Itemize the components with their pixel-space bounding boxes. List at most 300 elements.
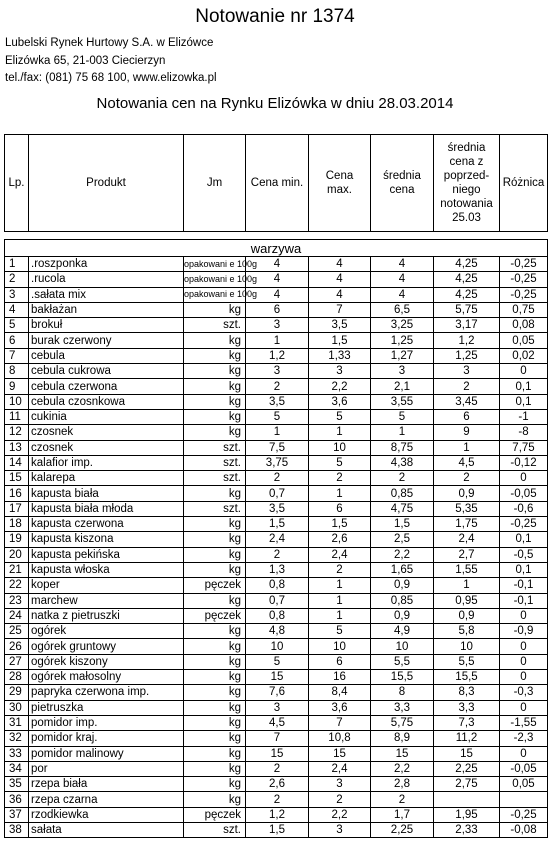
org-address: Elizówka 65, 21-003 Ciecierzyn: [5, 55, 166, 67]
cell-lp: 10: [5, 394, 29, 409]
cell-avg: 0,9: [371, 608, 434, 623]
cell-avg: 3: [371, 364, 434, 379]
cell-prev-avg: 1,75: [434, 517, 500, 532]
cell-unit: pęczek: [184, 578, 246, 593]
cell-unit: kg: [184, 792, 246, 807]
cell-max: 2,2: [309, 807, 371, 822]
cell-prev-avg: 1: [434, 440, 500, 455]
cell-min: 0,7: [246, 486, 309, 501]
cell-product: cebula cukrowa: [29, 364, 184, 379]
cell-prev-avg: 2: [434, 471, 500, 486]
cell-diff: -0,25: [500, 287, 548, 302]
cell-max: 1,5: [309, 333, 371, 348]
cell-min: 2: [246, 547, 309, 562]
cell-diff: 0,1: [500, 379, 548, 394]
cell-min: 2: [246, 379, 309, 394]
cell-max: 3: [309, 777, 371, 792]
table-row: [5, 517, 548, 532]
cell-avg: 0,85: [371, 593, 434, 608]
cell-lp: 24: [5, 608, 29, 623]
cell-max: 1: [309, 486, 371, 501]
cell-unit: pęczek: [184, 807, 246, 822]
cell-min: 2: [246, 792, 309, 807]
cell-product: kapusta biała młoda: [29, 501, 184, 516]
cell-max: 3: [309, 822, 371, 837]
cell-product: .rucola: [29, 272, 184, 287]
cell-lp: 7: [5, 348, 29, 363]
table-row: [5, 578, 548, 593]
cell-prev-avg: 8,3: [434, 685, 500, 700]
table-row: [5, 501, 548, 516]
cell-prev-avg: 0,9: [434, 486, 500, 501]
cell-lp: 4: [5, 302, 29, 317]
cell-avg: 4: [371, 257, 434, 272]
cell-min: 3,5: [246, 394, 309, 409]
cell-product: kalarepa: [29, 471, 184, 486]
cell-diff: 0,05: [500, 333, 548, 348]
cell-max: 1: [309, 578, 371, 593]
cell-diff: 0: [500, 639, 548, 654]
table-row: [5, 777, 548, 792]
cell-min: 3: [246, 364, 309, 379]
section-label: warzywa: [5, 240, 548, 257]
table-row: [5, 455, 548, 470]
cell-lp: 2: [5, 272, 29, 287]
cell-avg: 2,25: [371, 822, 434, 837]
cell-min: 0,8: [246, 608, 309, 623]
cell-diff: -0,05: [500, 761, 548, 776]
table-row: [5, 608, 548, 623]
col-header-jm: Jm: [184, 135, 246, 232]
cell-min: 5: [246, 654, 309, 669]
cell-prev-avg: 3,45: [434, 394, 500, 409]
cell-diff: 0,1: [500, 562, 548, 577]
cell-max: 2: [309, 471, 371, 486]
cell-product: ogórek małosolny: [29, 670, 184, 685]
cell-avg: 5,5: [371, 654, 434, 669]
cell-unit: kg: [184, 348, 246, 363]
cell-diff: -0,25: [500, 517, 548, 532]
cell-min: 15: [246, 746, 309, 761]
cell-prev-avg: 2,4: [434, 532, 500, 547]
table-row: [5, 364, 548, 379]
table-row: [5, 654, 548, 669]
cell-unit: kg: [184, 302, 246, 317]
cell-product: kapusta pekińska: [29, 547, 184, 562]
cell-diff: -2,3: [500, 731, 548, 746]
cell-product: marchew: [29, 593, 184, 608]
cell-diff: 0,02: [500, 348, 548, 363]
cell-lp: 18: [5, 517, 29, 532]
separator-row: [5, 232, 548, 240]
table-row: [5, 257, 548, 272]
cell-product: ogórek: [29, 624, 184, 639]
cell-min: 0,7: [246, 593, 309, 608]
cell-prev-avg: 7,3: [434, 715, 500, 730]
cell-min: 3,75: [246, 455, 309, 470]
cell-product: ogórek gruntowy: [29, 639, 184, 654]
cell-product: cukinia: [29, 409, 184, 424]
cell-max: 6: [309, 654, 371, 669]
cell-prev-avg: 1,55: [434, 562, 500, 577]
cell-max: 1: [309, 425, 371, 440]
cell-lp: 3: [5, 287, 29, 302]
cell-avg: 2: [371, 792, 434, 807]
cell-unit: kg: [184, 731, 246, 746]
cell-lp: 9: [5, 379, 29, 394]
cell-product: papryka czerwona imp.: [29, 685, 184, 700]
cell-prev-avg: 9: [434, 425, 500, 440]
table-row: [5, 425, 548, 440]
quotation-subtitle: Notowania cen na Rynku Elizówka w dniu 28.03.2014: [96, 95, 454, 112]
cell-diff: -8: [500, 425, 548, 440]
cell-diff: 0: [500, 654, 548, 669]
cell-unit: szt.: [184, 471, 246, 486]
cell-prev-avg: 0,95: [434, 593, 500, 608]
cell-product: kalafior imp.: [29, 455, 184, 470]
cell-lp: 13: [5, 440, 29, 455]
cell-avg: 15,5: [371, 670, 434, 685]
cell-product: rzepa czarna: [29, 792, 184, 807]
cell-avg: 2,5: [371, 532, 434, 547]
cell-lp: 25: [5, 624, 29, 639]
cell-diff: 0,1: [500, 394, 548, 409]
table-row: [5, 746, 548, 761]
cell-product: kapusta biała: [29, 486, 184, 501]
cell-avg: 0,9: [371, 578, 434, 593]
cell-diff: -0,6: [500, 501, 548, 516]
cell-lp: 11: [5, 409, 29, 424]
cell-unit: kg: [184, 715, 246, 730]
cell-max: 1: [309, 608, 371, 623]
cell-max: 3,6: [309, 700, 371, 715]
cell-diff: -1: [500, 409, 548, 424]
cell-unit: szt.: [184, 440, 246, 455]
cell-diff: 7,75: [500, 440, 548, 455]
cell-product: brokuł: [29, 318, 184, 333]
cell-avg: 4,75: [371, 501, 434, 516]
cell-product: czosnek: [29, 440, 184, 455]
cell-max: 2,6: [309, 532, 371, 547]
cell-diff: 0: [500, 700, 548, 715]
col-header-srednia-cena: średnia cena: [371, 135, 434, 232]
cell-avg: 3,3: [371, 700, 434, 715]
cell-diff: -0,5: [500, 547, 548, 562]
cell-avg: 8,75: [371, 440, 434, 455]
cell-max: 4: [309, 257, 371, 272]
cell-prev-avg: 1,95: [434, 807, 500, 822]
cell-diff: 0,1: [500, 532, 548, 547]
table-row: [5, 318, 548, 333]
cell-product: por: [29, 761, 184, 776]
cell-lp: 32: [5, 731, 29, 746]
cell-min: 7,6: [246, 685, 309, 700]
cell-product: .sałata mix: [29, 287, 184, 302]
cell-max: 2,4: [309, 547, 371, 562]
cell-lp: 15: [5, 471, 29, 486]
cell-lp: 34: [5, 761, 29, 776]
cell-avg: 1,65: [371, 562, 434, 577]
org-name: Lubelski Rynek Hurtowy S.A. w Elizówce: [5, 37, 214, 49]
cell-lp: 12: [5, 425, 29, 440]
cell-lp: 28: [5, 670, 29, 685]
cell-prev-avg: 10: [434, 639, 500, 654]
cell-max: 5: [309, 624, 371, 639]
org-contact: tel./fax: (081) 75 68 100, www.elizowka.pl: [5, 72, 217, 84]
cell-prev-avg: 1,25: [434, 348, 500, 363]
cell-min: 2,4: [246, 532, 309, 547]
cell-prev-avg: 3,3: [434, 700, 500, 715]
cell-diff: -0,08: [500, 822, 548, 837]
cell-min: 7: [246, 731, 309, 746]
cell-max: 15: [309, 746, 371, 761]
cell-prev-avg: 5,8: [434, 624, 500, 639]
cell-max: 5: [309, 409, 371, 424]
cell-diff: -0,25: [500, 257, 548, 272]
cell-unit: kg: [184, 562, 246, 577]
cell-avg: 1,7: [371, 807, 434, 822]
cell-avg: 6,5: [371, 302, 434, 317]
cell-diff: 0,75: [500, 302, 548, 317]
cell-max: 10: [309, 440, 371, 455]
cell-unit: szt.: [184, 501, 246, 516]
cell-product: pietruszka: [29, 700, 184, 715]
cell-prev-avg: [434, 792, 500, 807]
cell-lp: 1: [5, 257, 29, 272]
cell-unit: kg: [184, 624, 246, 639]
col-header-roznica: Różnica: [500, 135, 548, 232]
table-row: [5, 471, 548, 486]
table-row: [5, 379, 548, 394]
cell-unit: kg: [184, 670, 246, 685]
cell-unit: opakowani e 100g: [184, 272, 246, 287]
cell-unit: kg: [184, 639, 246, 654]
cell-avg: 3,25: [371, 318, 434, 333]
cell-diff: [500, 792, 548, 807]
cell-prev-avg: 2,75: [434, 777, 500, 792]
cell-prev-avg: 15,5: [434, 670, 500, 685]
cell-diff: -0,12: [500, 455, 548, 470]
cell-product: pomidor kraj.: [29, 731, 184, 746]
cell-prev-avg: 6: [434, 409, 500, 424]
table-row: [5, 302, 548, 317]
table-row: [5, 409, 548, 424]
cell-unit: szt.: [184, 822, 246, 837]
cell-min: 7,5: [246, 440, 309, 455]
table-row: [5, 562, 548, 577]
cell-max: 4: [309, 272, 371, 287]
cell-product: ogórek kiszony: [29, 654, 184, 669]
cell-avg: 2,2: [371, 547, 434, 562]
cell-avg: 5: [371, 409, 434, 424]
cell-avg: 4: [371, 287, 434, 302]
cell-product: cebula czerwona: [29, 379, 184, 394]
cell-prev-avg: 4,25: [434, 272, 500, 287]
table-row: [5, 593, 548, 608]
cell-min: 3: [246, 318, 309, 333]
cell-unit: kg: [184, 409, 246, 424]
table-row: [5, 440, 548, 455]
cell-max: 3: [309, 364, 371, 379]
cell-min: 1,3: [246, 562, 309, 577]
cell-max: 7: [309, 715, 371, 730]
cell-avg: 10: [371, 639, 434, 654]
cell-min: 15: [246, 670, 309, 685]
cell-min: 4: [246, 257, 309, 272]
table-row: [5, 272, 548, 287]
cell-min: 5: [246, 409, 309, 424]
cell-lp: 16: [5, 486, 29, 501]
table-row: [5, 639, 548, 654]
cell-prev-avg: 0,9: [434, 608, 500, 623]
cell-product: natka z pietruszki: [29, 608, 184, 623]
cell-unit: opakowani e 100g: [184, 257, 246, 272]
cell-diff: -0,25: [500, 807, 548, 822]
cell-avg: 8,9: [371, 731, 434, 746]
table-row: [5, 333, 548, 348]
cell-lp: 6: [5, 333, 29, 348]
cell-unit: kg: [184, 486, 246, 501]
cell-avg: 0,85: [371, 486, 434, 501]
cell-product: koper: [29, 578, 184, 593]
cell-prev-avg: 1: [434, 578, 500, 593]
cell-diff: 0,05: [500, 777, 548, 792]
cell-diff: -0,1: [500, 593, 548, 608]
cell-min: 3: [246, 700, 309, 715]
cell-min: 10: [246, 639, 309, 654]
col-header-cena-min: Cena min.: [246, 135, 309, 232]
cell-unit: opakowani e 100g: [184, 287, 246, 302]
cell-product: czosnek: [29, 425, 184, 440]
cell-unit: kg: [184, 379, 246, 394]
cell-max: 6: [309, 501, 371, 516]
cell-diff: 0: [500, 471, 548, 486]
cell-min: 4,8: [246, 624, 309, 639]
cell-avg: 2,2: [371, 761, 434, 776]
table-row: [5, 731, 548, 746]
table-header-row: [5, 135, 548, 232]
cell-lp: 38: [5, 822, 29, 837]
cell-max: 2: [309, 792, 371, 807]
cell-product: sałata: [29, 822, 184, 837]
cell-lp: 20: [5, 547, 29, 562]
cell-max: 5: [309, 455, 371, 470]
cell-max: 3,6: [309, 394, 371, 409]
cell-max: 8,4: [309, 685, 371, 700]
cell-prev-avg: 1,2: [434, 333, 500, 348]
cell-max: 10,8: [309, 731, 371, 746]
cell-lp: 5: [5, 318, 29, 333]
cell-min: 4: [246, 272, 309, 287]
cell-unit: kg: [184, 761, 246, 776]
price-table: [4, 134, 548, 838]
cell-lp: 14: [5, 455, 29, 470]
cell-diff: 0: [500, 746, 548, 761]
cell-product: kapusta włoska: [29, 562, 184, 577]
cell-lp: 17: [5, 501, 29, 516]
cell-min: 2,6: [246, 777, 309, 792]
cell-avg: 3,55: [371, 394, 434, 409]
cell-lp: 23: [5, 593, 29, 608]
cell-product: cebula czosnkowa: [29, 394, 184, 409]
cell-unit: kg: [184, 700, 246, 715]
cell-product: rzepa biała: [29, 777, 184, 792]
cell-min: 2: [246, 471, 309, 486]
cell-prev-avg: 2,33: [434, 822, 500, 837]
table-row: [5, 348, 548, 363]
cell-min: 1,5: [246, 517, 309, 532]
cell-lp: 19: [5, 532, 29, 547]
cell-product: cebula: [29, 348, 184, 363]
cell-diff: -0,9: [500, 624, 548, 639]
table-row: [5, 715, 548, 730]
cell-max: 1,5: [309, 517, 371, 532]
cell-avg: 1,5: [371, 517, 434, 532]
cell-unit: kg: [184, 593, 246, 608]
cell-diff: -0,25: [500, 272, 548, 287]
cell-diff: -0,05: [500, 486, 548, 501]
table-row: [5, 807, 548, 822]
cell-prev-avg: 15: [434, 746, 500, 761]
cell-lp: 33: [5, 746, 29, 761]
cell-unit: kg: [184, 532, 246, 547]
cell-avg: 4: [371, 272, 434, 287]
table-row: [5, 532, 548, 547]
cell-avg: 1: [371, 425, 434, 440]
col-header-poprzednia: średnia cena z poprzed-niego notowania 25.03: [434, 135, 500, 232]
table-row: [5, 287, 548, 302]
cell-prev-avg: 5,75: [434, 302, 500, 317]
table-row: [5, 761, 548, 776]
cell-unit: kg: [184, 685, 246, 700]
cell-product: pomidor imp.: [29, 715, 184, 730]
cell-min: 4,5: [246, 715, 309, 730]
cell-max: 2,2: [309, 379, 371, 394]
cell-product: rzodkiewka: [29, 807, 184, 822]
cell-prev-avg: 2,25: [434, 761, 500, 776]
cell-prev-avg: 4,5: [434, 455, 500, 470]
cell-min: 1: [246, 333, 309, 348]
cell-lp: 22: [5, 578, 29, 593]
col-header-produkt: Produkt: [29, 135, 184, 232]
cell-max: 10: [309, 639, 371, 654]
cell-unit: szt.: [184, 455, 246, 470]
table-row: [5, 822, 548, 837]
table-row: [5, 700, 548, 715]
cell-lp: 36: [5, 792, 29, 807]
col-header-lp: Lp.: [5, 135, 29, 232]
cell-max: 7: [309, 302, 371, 317]
cell-min: 4: [246, 287, 309, 302]
cell-avg: 2: [371, 471, 434, 486]
table-row: [5, 624, 548, 639]
cell-max: 2,4: [309, 761, 371, 776]
cell-diff: 0: [500, 608, 548, 623]
cell-lp: 26: [5, 639, 29, 654]
cell-avg: 8: [371, 685, 434, 700]
cell-min: 1: [246, 425, 309, 440]
cell-prev-avg: 3,17: [434, 318, 500, 333]
cell-unit: kg: [184, 547, 246, 562]
cell-unit: kg: [184, 394, 246, 409]
table-row: [5, 685, 548, 700]
cell-lp: 8: [5, 364, 29, 379]
cell-max: 3,5: [309, 318, 371, 333]
cell-min: 1,2: [246, 807, 309, 822]
cell-lp: 35: [5, 777, 29, 792]
cell-lp: 21: [5, 562, 29, 577]
cell-prev-avg: 2: [434, 379, 500, 394]
